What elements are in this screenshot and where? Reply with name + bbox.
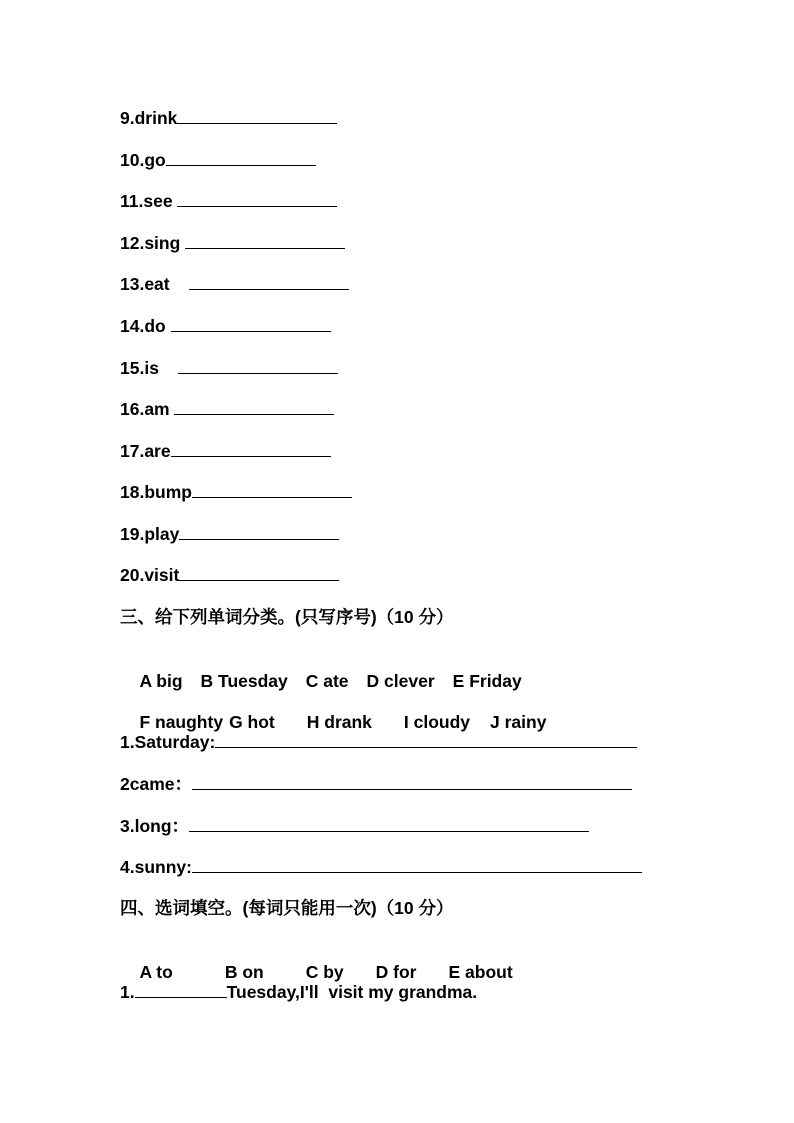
answer-blank[interactable] <box>135 981 227 998</box>
verb-item: 13.eat <box>120 273 349 295</box>
option-word: A big <box>139 671 183 691</box>
verb-item: 11.see <box>120 190 337 212</box>
option-word: E Friday <box>452 671 522 691</box>
option-word: H drank <box>306 712 372 732</box>
verb-item: 20.visit <box>120 564 339 586</box>
answer-blank[interactable] <box>192 856 642 873</box>
verb-item: 16.am <box>120 398 334 420</box>
option-word: D clever <box>366 671 435 691</box>
option-word: G hot <box>229 712 275 732</box>
fill-in-question: 1. Tuesday,I'll visit my grandma. <box>120 982 478 1002</box>
verb-item: 15.is <box>120 357 338 379</box>
classify-item: 3.long： <box>120 815 589 837</box>
answer-blank[interactable] <box>179 564 339 581</box>
verb-item: 14.do <box>120 315 331 337</box>
answer-blank[interactable] <box>215 731 637 748</box>
option-word: E about <box>448 962 513 982</box>
answer-blank[interactable] <box>178 357 338 374</box>
verb-item: 18.bump <box>120 481 352 503</box>
answer-blank[interactable] <box>192 773 632 790</box>
option-word: D for <box>375 962 417 982</box>
option-word: F naughty <box>139 712 224 732</box>
option-word: B on <box>224 962 264 982</box>
answer-blank[interactable] <box>192 481 352 498</box>
section3-heading: 三、给下列单词分类。(只写序号)（10 分） <box>120 607 454 627</box>
option-word: A to <box>139 962 173 982</box>
option-word: B Tuesday <box>200 671 288 691</box>
verb-item: 17.are <box>120 440 331 462</box>
section4-heading: 四、选词填空。(每词只能用一次)（10 分） <box>120 898 454 918</box>
option-word: C by <box>305 962 344 982</box>
verb-item: 19.play <box>120 523 339 545</box>
verb-item: 10.go <box>120 149 316 171</box>
answer-blank[interactable] <box>185 232 345 249</box>
classify-item: 4.sunny: <box>120 856 642 878</box>
answer-blank[interactable] <box>177 107 337 124</box>
answer-blank[interactable] <box>189 815 589 832</box>
answer-blank[interactable] <box>174 398 334 415</box>
verb-item: 9.drink <box>120 107 337 129</box>
verb-item: 12.sing <box>120 232 345 254</box>
answer-blank[interactable] <box>177 190 337 207</box>
answer-blank[interactable] <box>171 440 331 457</box>
answer-blank[interactable] <box>166 149 316 166</box>
classify-item: 2came： <box>120 773 632 795</box>
option-word: C ate <box>305 671 349 691</box>
option-word: I cloudy <box>403 712 471 732</box>
answer-blank[interactable] <box>171 315 331 332</box>
answer-blank[interactable] <box>189 273 349 290</box>
answer-blank[interactable] <box>179 523 339 540</box>
classify-item: 1.Saturday: <box>120 731 637 753</box>
option-word: J rainy <box>490 712 547 732</box>
